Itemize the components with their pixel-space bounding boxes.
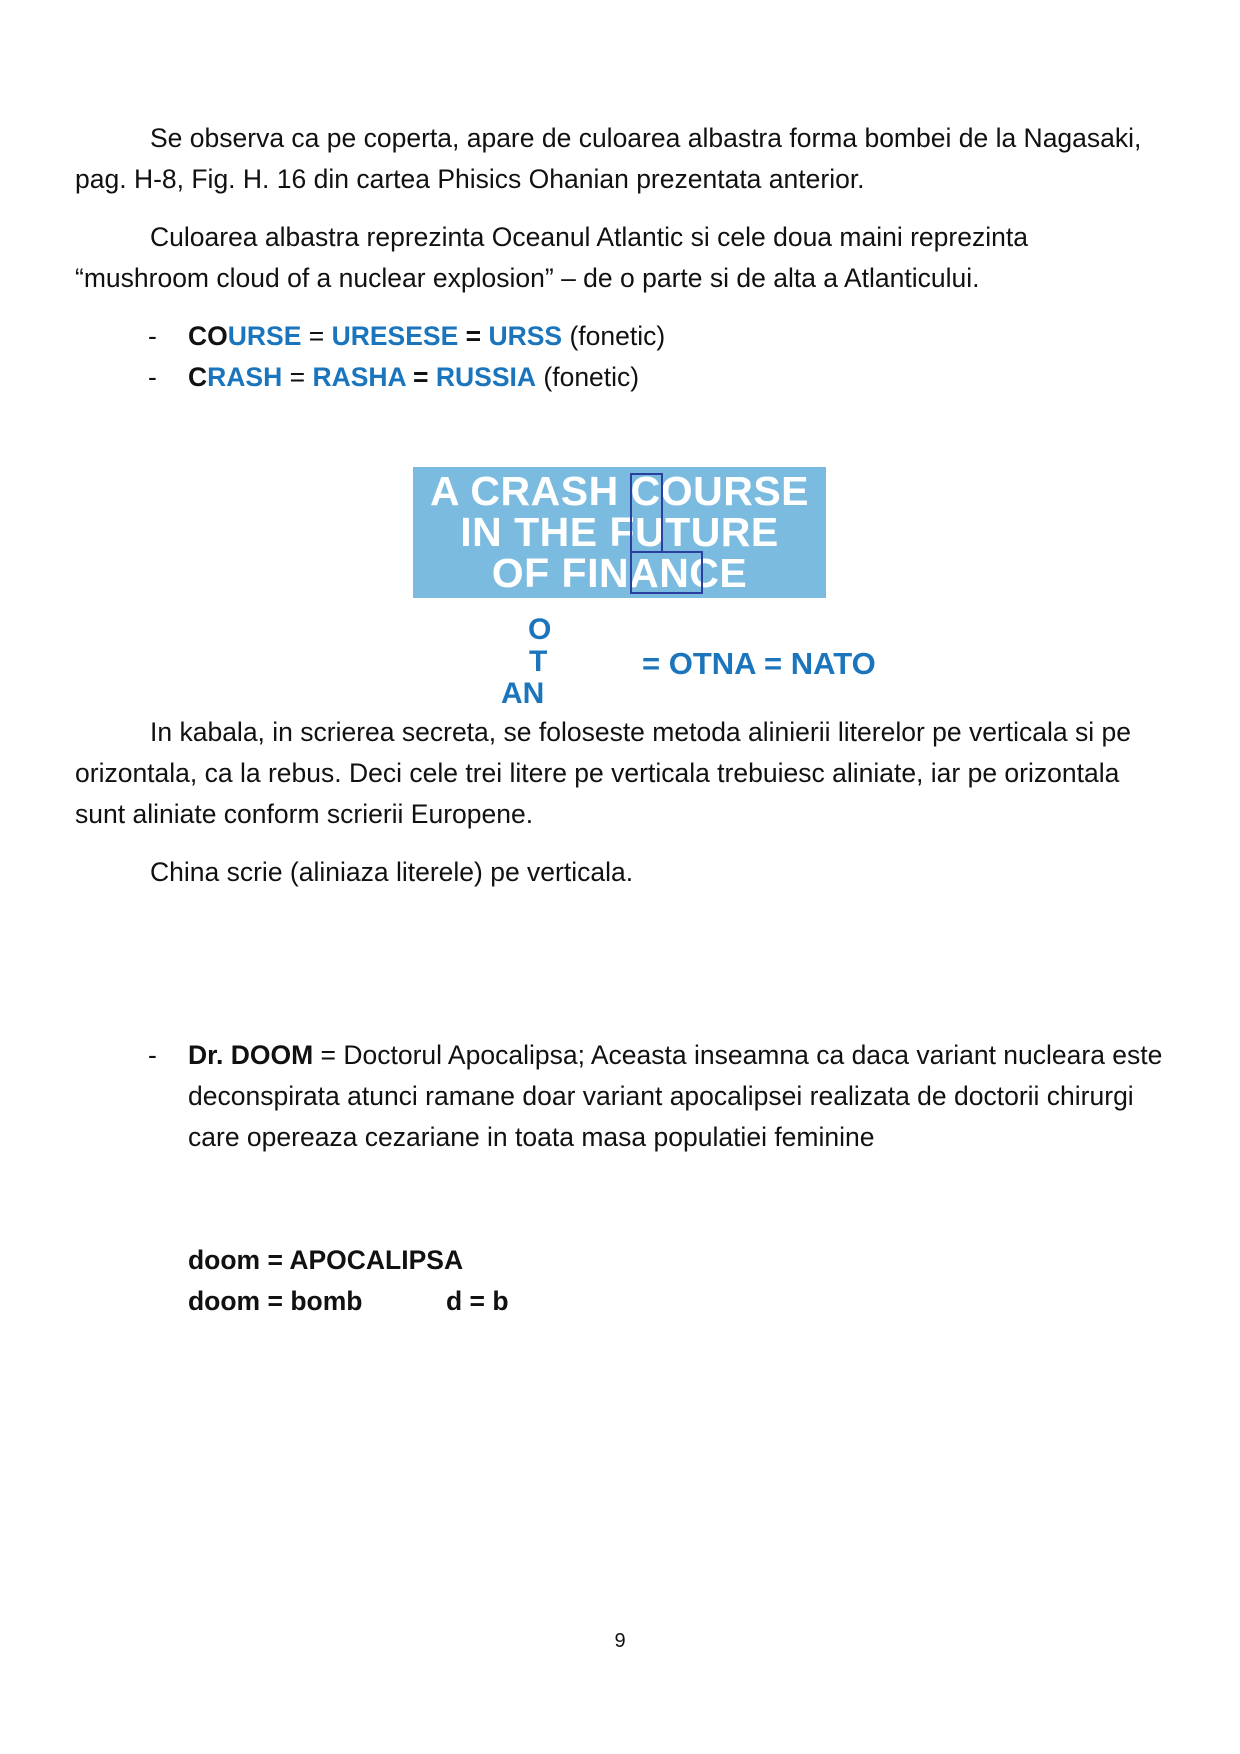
highlight-box-o-t (630, 473, 663, 553)
vertical-letter-o: O (528, 613, 552, 646)
list-item-course: COURSE = URESESE = URSS (fonetic) (188, 321, 666, 351)
list-item-crash: CRASH = RASHA = RUSSIA (fonetic) (188, 362, 640, 392)
paragraph-atlantic: Culoarea albastra reprezinta Oceanul Atlantic si cele doua maini reprezinta “mushroom cloud of a nuclear explosion” – de o parte si de alta a Atlanticului. (75, 222, 1028, 293)
list-dash: - (148, 1040, 157, 1070)
otna-nato-equation: = OTNA = NATO (642, 646, 876, 681)
crash-course-banner (413, 467, 826, 598)
banner-line-1: A CRASH COURSE (429, 468, 810, 514)
list-dash: - (148, 362, 157, 392)
banner-line-2: IN THE FUTURE (460, 509, 779, 555)
list-item-dr-doom: Dr. DOOM = Doctorul Apocalipsa; Aceasta inseamna ca daca variant nucleara este deconspirata atunci ramane doar variant apocalipsei realizata de doctorii chirurgi care opereaza cezariane in toata masa populatiei feminine (188, 1040, 1163, 1152)
vertical-letter-t: T (529, 645, 548, 678)
formula-d-b: d = b (446, 1286, 509, 1316)
paragraph-kabala: In kabala, in scrierea secreta, se foloseste metoda alinierii literelor pe verticala si pe orizontala, ca la rebus. Deci cele trei litere pe verticala trebuiesc aliniate, iar pe orizontala sunt aliniate conform scrierii Europene. (75, 717, 1131, 829)
highlight-box-an (630, 551, 703, 594)
paragraph-china: China scrie (aliniaza literele) pe verticala. (150, 857, 634, 887)
formula-doom-apocalipsa: doom = APOCALIPSA (188, 1245, 464, 1275)
page-number: 9 (614, 1630, 626, 1652)
formula-doom-bomb: doom = bomb (188, 1286, 363, 1316)
banner-line-3: OF FINANCE (491, 550, 748, 596)
list-dash: - (148, 321, 157, 351)
vertical-letters-an: AN (501, 677, 545, 710)
paragraph-nagasaki: Se observa ca pe coperta, apare de culoarea albastra forma bombei de la Nagasaki, pag. H-8, Fig. H. 16 din cartea Phisics Ohanian prezentata anterior. (75, 123, 1142, 194)
